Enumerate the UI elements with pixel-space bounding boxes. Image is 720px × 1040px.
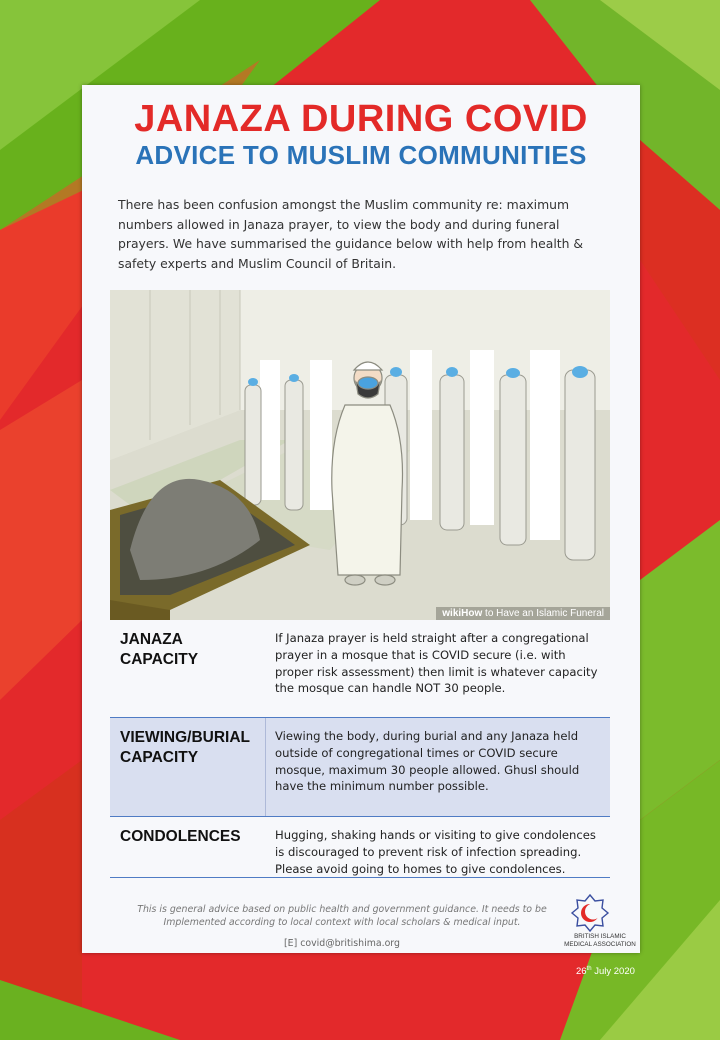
disclaimer-note [122,903,562,929]
disclaimer-line: Implemented according to local context with local scholars & medical input. [163,917,521,928]
section-heading [120,728,260,768]
heading-line: VIEWING/BURIAL [120,729,251,746]
caption-brand: How [461,608,483,619]
intro-paragraph: There has been confusion amongst the Muslim community re: maximum numbers allowed in Janaza prayer, to view the body and during funeral prayers. We have summarised the guidance below with help from health & safety experts and Muslim Council of Britain. [118,197,584,271]
organisation-name [560,933,640,949]
org-name-line: MEDICAL ASSOCIATION [564,941,636,948]
section-viewing-burial-capacity [110,717,610,817]
section-heading [120,827,260,847]
date-suffix: th [586,966,592,972]
heading-line: CAPACITY [120,651,199,668]
column-divider [265,718,266,816]
heading-line: CAPACITY [120,749,199,766]
poster-title: JANAZA DURING COVID [134,98,588,140]
bima-logo-icon [570,893,610,933]
section-condolences [110,817,610,878]
heading-line: JANAZA [120,631,183,648]
contact-email[interactable]: [E] covid@britishima.org [284,938,400,949]
image-credit-caption [436,607,610,620]
date-day: 26 [576,966,587,978]
funeral-illustration [110,290,610,620]
section-janaza-capacity [110,620,610,715]
heading-line: CONDOLENCES [120,828,241,845]
org-name-line: BRITISH ISLAMIC [574,933,626,940]
caption-text: to Have an Islamic Funeral [482,608,604,619]
poster-card [82,85,640,953]
disclaimer-line: This is general advice based on public health and government guidance. It needs to be [137,904,547,915]
funeral-scene-image [110,290,610,620]
caption-prefix: wiki [442,608,462,619]
section-heading [120,630,260,670]
section-body: Hugging, shaking hands or visiting to give condolences is discouraged to prevent risk of infection spreading. Please avoid going to homes to give condolences. [275,828,596,876]
date-month-year: July 2020 [591,966,635,978]
poster-subtitle: ADVICE TO MUSLIM COMMUNITIES [135,140,587,170]
section-body: Viewing the body, during burial and any Janaza held outside of congregational times or COVID secure mosque, maximum 30 people allowed. Ghusl should have the minimum number possible. [275,729,580,794]
publication-date [576,966,635,977]
section-body: If Janaza prayer is held straight after a congregational prayer in a mosque that is COVID secure (i.e. with proper risk assessment) then limit is whatever capacity the mosque can handle NOT 30 people. [275,631,598,696]
